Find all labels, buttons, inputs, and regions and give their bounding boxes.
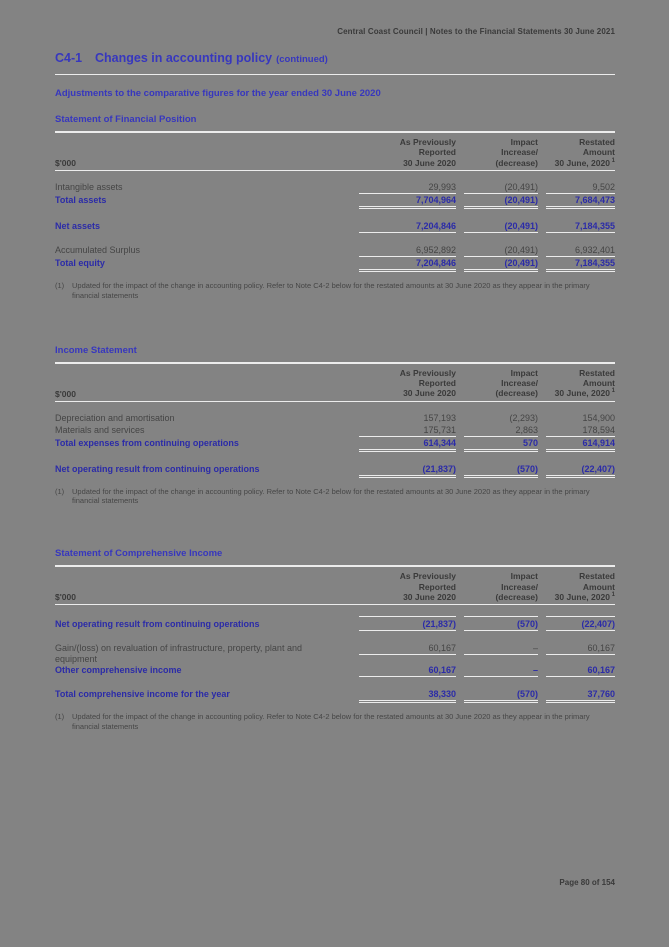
row-label: Net operating result from continuing operations — [55, 463, 260, 474]
col-header-line: Amount — [582, 147, 615, 158]
table-row — [55, 438, 615, 452]
col-header-line: Impact — [510, 571, 538, 582]
adjustments-subtitle: Adjustments to the comparative figures for the year ended 30 June 2020 — [55, 88, 381, 99]
document-page — [55, 0, 615, 947]
cell-value: 7,184,355 — [546, 258, 615, 272]
cell-value: 178,594 — [546, 425, 615, 437]
col-header-line — [546, 388, 615, 398]
col-header-date: 30 June, 2020 — [554, 591, 610, 602]
cell-value: (570) — [464, 616, 538, 631]
col-header-line: 30 June 2020 — [403, 157, 456, 168]
cell-value: 6,932,401 — [546, 245, 615, 257]
table-header-row — [55, 565, 615, 605]
cell-value: (20,491) — [464, 182, 538, 194]
cell-value: 6,952,892 — [359, 245, 456, 257]
col-header-line: (decrease) — [495, 157, 538, 168]
col-header-line: As Previously — [399, 571, 456, 582]
cell-value: – — [464, 665, 538, 677]
cell-value: 38,330 — [359, 689, 456, 703]
col-header-line: Increase/ — [501, 147, 538, 158]
cell-value: 7,704,964 — [359, 195, 456, 209]
col-header-line: Impact — [510, 137, 538, 147]
table-row — [55, 665, 615, 677]
col-header-impact — [464, 368, 538, 399]
col-header-restated — [546, 571, 615, 602]
table-row — [55, 245, 615, 257]
row-label: Net assets — [55, 221, 101, 232]
col-header-line: Increase/ — [501, 377, 538, 388]
doc-header: Central Coast Council | Notes to the Financial Statements 30 June 2021 — [337, 27, 615, 36]
table-row — [55, 221, 615, 233]
row-label: Materials and services — [55, 424, 145, 435]
col-header-line: Reported — [418, 147, 456, 158]
table-header-row — [55, 362, 615, 402]
footnote-text: Updated for the impact of the change in accounting policy. Refer to Note C4-2 below for the restated amounts at 30 June 2020 as they appear in the primary financial statements — [72, 711, 590, 731]
unit-header: $'000 — [55, 158, 76, 169]
cell-value: 9,502 — [546, 182, 615, 194]
note-code: C4-1 — [55, 51, 83, 65]
row-spacer — [55, 234, 615, 245]
footnote-text: Updated for the impact of the change in accounting policy. Refer to Note C4-2 below for the restated amounts at 30 June 2020 as they appear in the primary financial statements — [72, 486, 590, 506]
col-header-line: Restated — [579, 571, 615, 582]
col-header-date: 30 June, 2020 — [554, 388, 610, 399]
row-label: Net operating result from continuing operations — [55, 619, 260, 630]
col-header-line: Amount — [582, 377, 615, 388]
footnote-marker: (1) — [55, 711, 65, 721]
col-header-line: Increase/ — [501, 581, 538, 592]
cell-value: (2,293) — [509, 412, 538, 423]
footnote-ref: 1 — [611, 388, 615, 395]
table-financial-position — [55, 131, 615, 272]
row-label: Other comprehensive income — [55, 664, 182, 675]
col-header-line: Reported — [418, 581, 456, 592]
footnote-text: Updated for the impact of the change in accounting policy. Refer to Note C4-2 below for the restated amounts at 30 June 2020 as they appear in the primary financial statements — [72, 281, 590, 300]
table-row — [55, 464, 615, 478]
cell-value: (21,837) — [359, 464, 456, 478]
col-header-line: As Previously — [399, 367, 456, 378]
footnote — [55, 712, 615, 732]
unit-header: $'000 — [55, 388, 76, 399]
table-row — [55, 258, 615, 272]
section-heading-financial-position: Statement of Financial Position — [55, 114, 197, 125]
cell-value: (20,491) — [464, 245, 538, 257]
cell-value: 60,167 — [359, 643, 456, 655]
row-spacer — [55, 678, 615, 689]
note-title-text: Changes in accounting policy — [95, 51, 273, 65]
cell-value: 7,204,846 — [359, 221, 456, 233]
cell-value: (570) — [464, 689, 538, 703]
table-row — [55, 413, 615, 424]
col-header-line — [546, 158, 615, 168]
note-title-suffix: (continued) — [276, 54, 328, 65]
footnote-marker: (1) — [55, 281, 65, 291]
row-label: Total expenses from continuing operations — [55, 437, 239, 448]
row-spacer — [55, 453, 615, 464]
cell-value: 60,167 — [546, 665, 615, 677]
cell-value: 614,344 — [359, 438, 456, 452]
cell-value: 29,993 — [359, 182, 456, 194]
row-label: Gain/(loss) on revaluation of infrastructure, property, plant and equipment — [55, 643, 302, 664]
cell-value: 37,760 — [546, 689, 615, 703]
row-label: Accumulated Surplus — [55, 245, 141, 256]
table-body — [55, 171, 615, 272]
row-spacer — [55, 210, 615, 221]
col-header-date: 30 June, 2020 — [554, 157, 610, 168]
cell-value: 7,184,355 — [546, 221, 615, 233]
table-comprehensive-income — [55, 565, 615, 703]
cell-value: 60,167 — [359, 665, 456, 677]
cell-value: 2,863 — [464, 425, 538, 437]
col-header-line: (decrease) — [495, 388, 538, 399]
unit-header: $'000 — [55, 592, 76, 603]
col-header-line: Restated — [579, 137, 615, 147]
col-header-impact — [464, 137, 538, 168]
table-income-statement — [55, 362, 615, 478]
cell-value: 154,900 — [582, 412, 615, 423]
col-header-line: (decrease) — [495, 591, 538, 602]
row-label: Intangible assets — [55, 182, 123, 193]
footnote-ref: 1 — [611, 157, 615, 164]
table-row — [55, 616, 615, 631]
col-header-line: 30 June 2020 — [403, 591, 456, 602]
table-row — [55, 195, 615, 209]
table-body — [55, 402, 615, 478]
cell-value: 7,204,846 — [359, 258, 456, 272]
col-header-restated — [546, 368, 615, 399]
row-label: Total assets — [55, 195, 107, 206]
row-label: Depreciation and amortisation — [55, 412, 175, 423]
col-header-previously-reported — [359, 571, 456, 602]
section-heading-income-statement: Income Statement — [55, 344, 137, 356]
cell-value: 570 — [464, 438, 538, 452]
cell-value: (22,407) — [546, 616, 615, 631]
table-row — [55, 182, 615, 194]
cell-value: (20,491) — [464, 195, 538, 209]
row-label: Total comprehensive income for the year — [55, 688, 230, 699]
table-body — [55, 605, 615, 703]
table-row — [55, 643, 615, 664]
footnote — [55, 487, 615, 507]
col-header-line — [546, 592, 615, 602]
table-header-row — [55, 131, 615, 171]
cell-value: (570) — [464, 464, 538, 478]
col-header-previously-reported — [359, 137, 456, 168]
title-divider — [55, 74, 615, 75]
note-title — [55, 51, 615, 65]
cell-value: – — [464, 643, 538, 655]
footnote — [55, 281, 615, 301]
page-number: Page 80 of 154 — [559, 878, 615, 887]
col-header-line: Impact — [510, 367, 538, 378]
col-header-line: Amount — [582, 581, 615, 592]
col-header-line: Reported — [418, 377, 456, 388]
col-header-restated — [546, 137, 615, 168]
cell-value: 157,193 — [423, 412, 456, 423]
section-heading-comprehensive-income: Statement of Comprehensive Income — [55, 548, 223, 560]
col-header-impact — [464, 571, 538, 602]
cell-value: (21,837) — [359, 616, 456, 631]
table-row — [55, 689, 615, 703]
cell-value: (20,491) — [464, 258, 538, 272]
footnote-marker: (1) — [55, 486, 65, 496]
col-header-line: As Previously — [399, 137, 456, 147]
footnote-ref: 1 — [611, 592, 615, 599]
table-row — [55, 425, 615, 437]
cell-value: 7,684,473 — [546, 195, 615, 209]
col-header-line: Restated — [579, 367, 615, 378]
cell-value: 60,167 — [546, 643, 615, 655]
cell-value: 175,731 — [359, 425, 456, 437]
row-spacer — [55, 632, 615, 643]
row-label: Total equity — [55, 258, 105, 269]
col-header-line: 30 June 2020 — [403, 388, 456, 399]
cell-value: 614,914 — [546, 438, 615, 452]
cell-value: (20,491) — [464, 221, 538, 233]
cell-value: (22,407) — [546, 464, 615, 478]
col-header-previously-reported — [359, 368, 456, 399]
